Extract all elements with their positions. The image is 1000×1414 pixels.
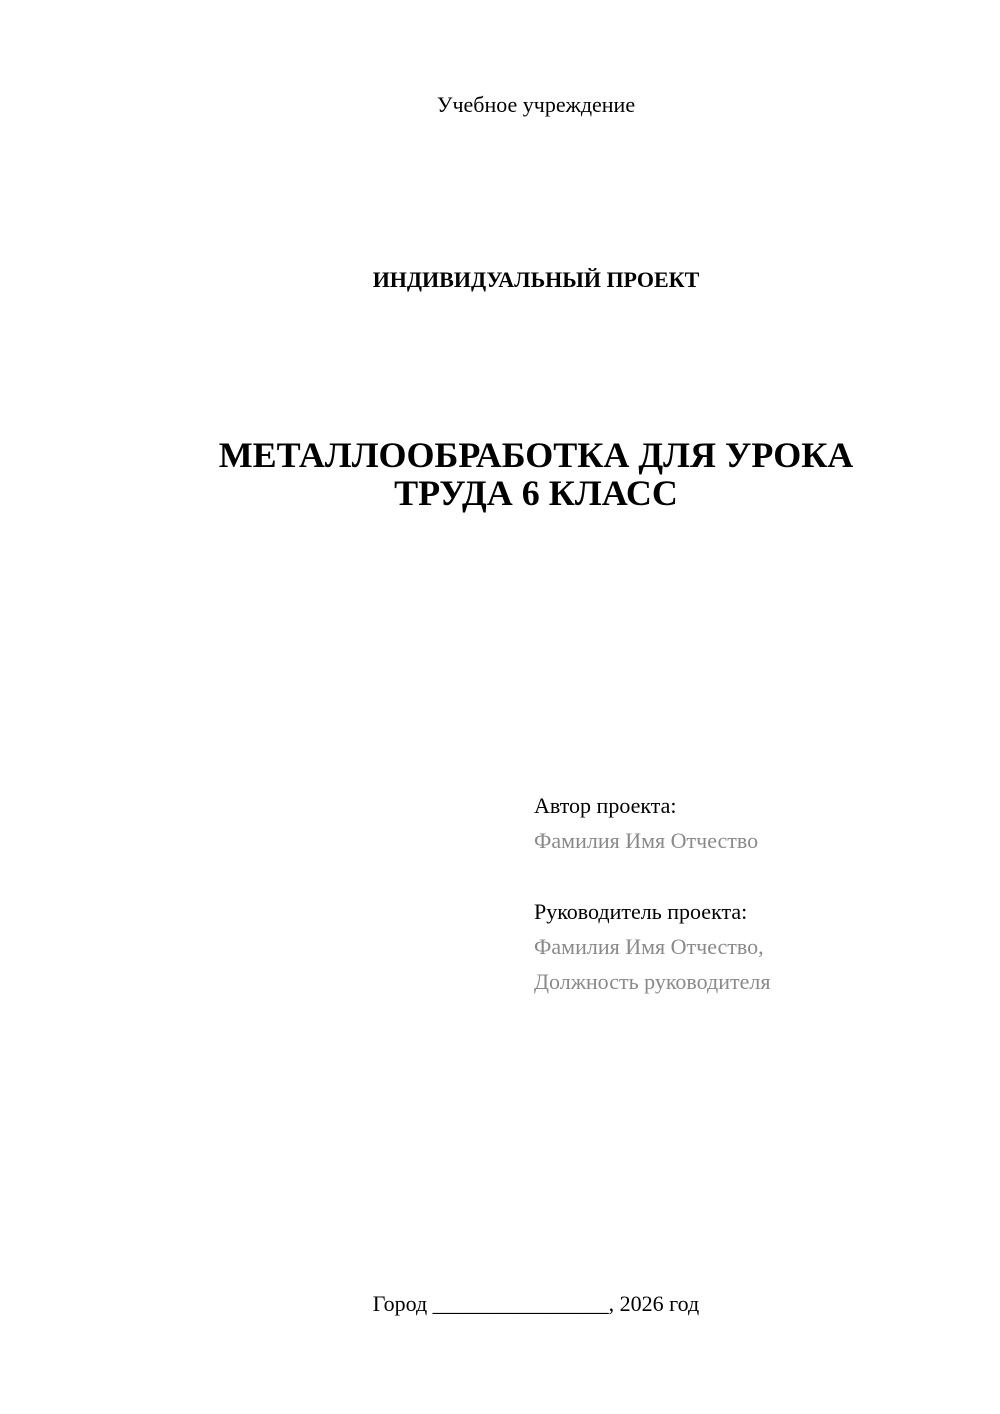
document-type: ИНДИВИДУАЛЬНЫЙ ПРОЕКТ [372,267,700,292]
author-label: Автор проекта: [534,793,677,818]
city-year-line: Город ________________, 2026 год [372,1291,700,1316]
project-info-block [534,788,974,999]
author-name-placeholder: Фамилия Имя Отчество [534,828,759,853]
supervisor-position-placeholder: Должность руководителя [534,969,771,994]
project-title-line-2: ТРУДА 6 КЛАСС [394,473,678,513]
supervisor-label: Руководитель проекта: [534,899,748,924]
institution-name [0,90,1000,120]
project-title [0,436,1000,512]
supervisor-name-placeholder: Фамилия Имя Отчество, [534,934,764,959]
institution-label: Учебное учреждение [436,92,636,117]
info-spacer [534,858,974,894]
project-title-line-1: МЕТАЛЛООБРАБОТКА ДЛЯ УРОКА [218,435,854,475]
